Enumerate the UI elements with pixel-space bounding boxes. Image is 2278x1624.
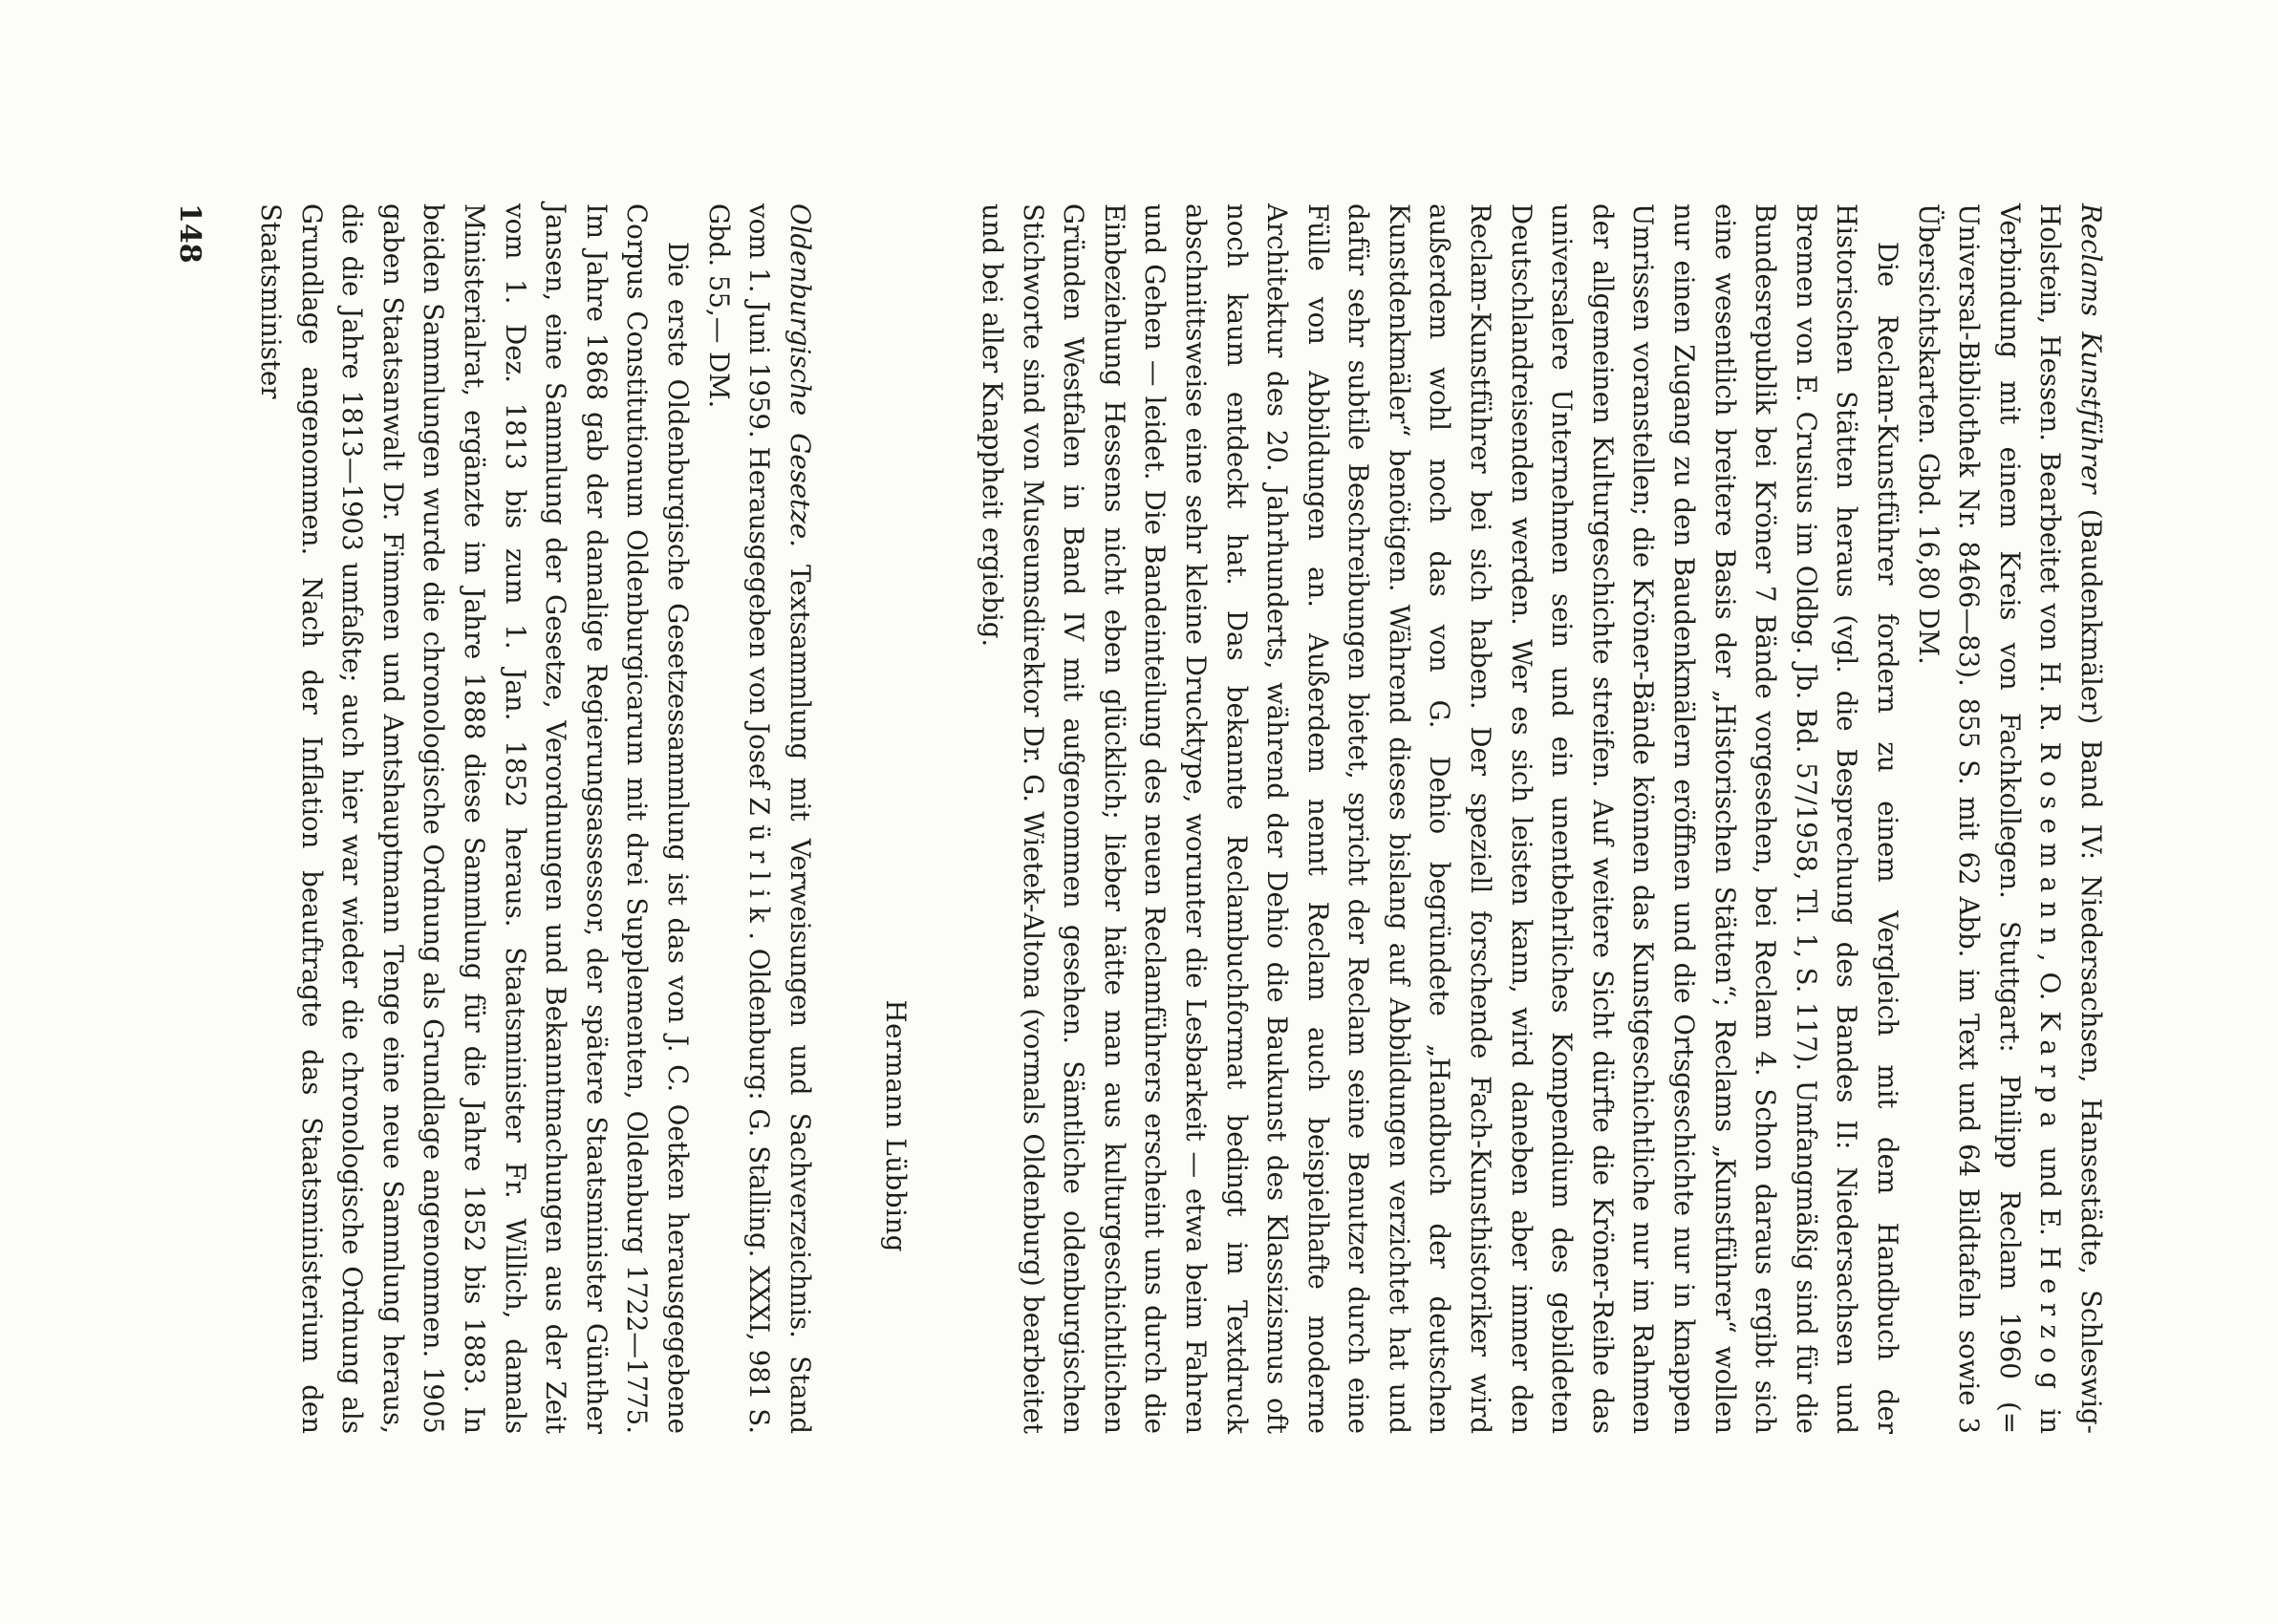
review-2-heading-paragraph bbox=[698, 203, 820, 1434]
review-1-bibliography-part-2: , O. bbox=[2034, 952, 2067, 1012]
review-1-editor-herzog: Herzog bbox=[2034, 1246, 2067, 1399]
review-2-editor-zuerlik: Zürlik bbox=[743, 797, 776, 932]
review-1-bibliography-part-4: in Verbindung mit einem Kreis von Fachkollegen. Stuttgart: Philipp Reclam 1960 (= Universal-Bibliothek Nr. 8466—83). 855 S. mit 62 Abb. im Text und 64 Bildtafeln sowie 3 Übersichtskarten. Gbd. 16,80 DM. bbox=[1912, 203, 2067, 1434]
review-2-bibliography: Textsammlung mit Verweisungen und Sachverzeichnis. Stand vom 1. Juni 1959. Herausgegeben von Josef bbox=[743, 203, 816, 1434]
review-1-editor-karpa: Karpa bbox=[2034, 1011, 2067, 1137]
review-1-editor-rosemann: Rosemann bbox=[2034, 741, 2067, 953]
review-2-bibliography-part-2: . Oldenburg: G. Stalling. XXXI, 981 S. Gbd. 55,— DM. bbox=[702, 203, 776, 1434]
review-1-title: Reclams Kunstführer bbox=[2075, 203, 2107, 494]
review-1-heading-paragraph bbox=[1907, 203, 2111, 1434]
page-number: 148 bbox=[173, 203, 206, 264]
review-1-bibliography: (Baudenkmäler) Band IV: Niedersachsen, Hansestädte, Schleswig-Holstein, Hessen. Bearbeitet von H. R. bbox=[2034, 203, 2107, 1434]
review-1-body: Die Reclam-Kunstführer fordern zu einem Vergleich mit dem Handbuch der Historischen Stätten heraus (vgl. die Besprechung des Bandes II: Niedersachsen und Bremen von E. Crusius im Oldbg. Jb. Bd. 57/1958, Tl. 1, S. 117). Umfangmäßig sind für die Bundesrepublik bei Kröner 7 Bände vorgesehen, bei Reclam 4. Schon daraus ergibt sich eine wesentlich breitere Basis der „Historischen Stätten“; Reclams „Kunstführer“ wollen nur einen Zugang zu den Baudenkmälern eröffnen und die Ortsgeschichte nur in knappen Umrissen voranstellen; die Kröner-Bände können das Kunstgeschichtliche nur im Rahmen der allgemeinen Kulturgeschichte streifen. Auf weitere Sicht dürfte die Kröner-Reihe das universalere Unternehmen sein und ein unentbehrliches Kompendium des gebildeten Deutschlandreisenden werden. Wer es sich leisten kann, wird daneben aber immer den Reclam-Kunstführer bei sich haben. Der speziell forschende Fach-Kunsthistoriker wird außerdem wohl noch das von G. Dehio begründete „Handbuch der deutschen Kunstdenkmäler“ benötigen. Während dieses bislang auf Abbildungen verzichtet hat und dafür sehr subtile Beschreibungen bietet, spricht der Reclam seine Benutzer durch eine Fülle von Abbildungen an. Außerdem nennt Reclam auch beispielhafte moderne Architektur des 20. Jahrhunderts, während der Dehio die Baukunst des Klassizismus oft noch kaum entdeckt hat. Das bekannte Reclambuchformat bedingt im Textdruck abschnittsweise eine sehr kleine Drucktype, worunter die Lesbarkeit — etwa beim Fahren und Gehen — leidet. Die Bandeinteilung des neuen Reclamführers erscheint uns durch die Einbeziehung Hessens nicht eben glücklich; lieber hätte man aus kulturgeschichtlichen Gründen Westfalen in Band IV mit aufgenommen gesehen. Sämtliche oldenburgischen Stichworte sind von Museumsdirektor Dr. G. Wietek-Altona (vormals Oldenburg) bearbeitet und bei aller Knappheit ergiebig. bbox=[976, 203, 1904, 1434]
text-block bbox=[249, 203, 2111, 1434]
review-2-title: Oldenburgische Gesetze. bbox=[784, 203, 816, 547]
review-2-body: Die erste Oldenburgische Gesetzessammlung ist das von J. C. Oetken herausgegebene Corpus Constitutionum Oldenburgicarum mit drei Supplementen, Oldenburg 1722—1775. Im Jahre 1868 gab der damalige Regierungsassessor, der spätere Staatsminister Günther Jansen, eine Sammlung der Gesetze, Verordnungen und Bekanntmachungen aus der Zeit vom 1. Dez. 1813 bis zum 1. Jan. 1852 heraus. Staatsminister Fr. Willich, damals Ministerialrat, ergänzte im Jahre 1888 diese Sammlung für die Jahre 1852 bis 1883. In beiden Sammlungen wurde die chronologische Ordnung als Grundlage angenommen. 1905 gaben Staatsanwalt Dr. Fimmen und Amtshauptmann Tenge eine neue Sammlung heraus, die die Jahre 1813—1903 umfaßte; auch hier war wieder die chronologische Ordnung als Grundlage angenommen. Nach der Inflation beauftragte das Staatsministerium den Staatsminister bbox=[255, 203, 694, 1434]
review-1-bibliography-part-3: und E. bbox=[2034, 1136, 2067, 1247]
review-1-signature: Hermann Lübbing bbox=[880, 999, 913, 1252]
